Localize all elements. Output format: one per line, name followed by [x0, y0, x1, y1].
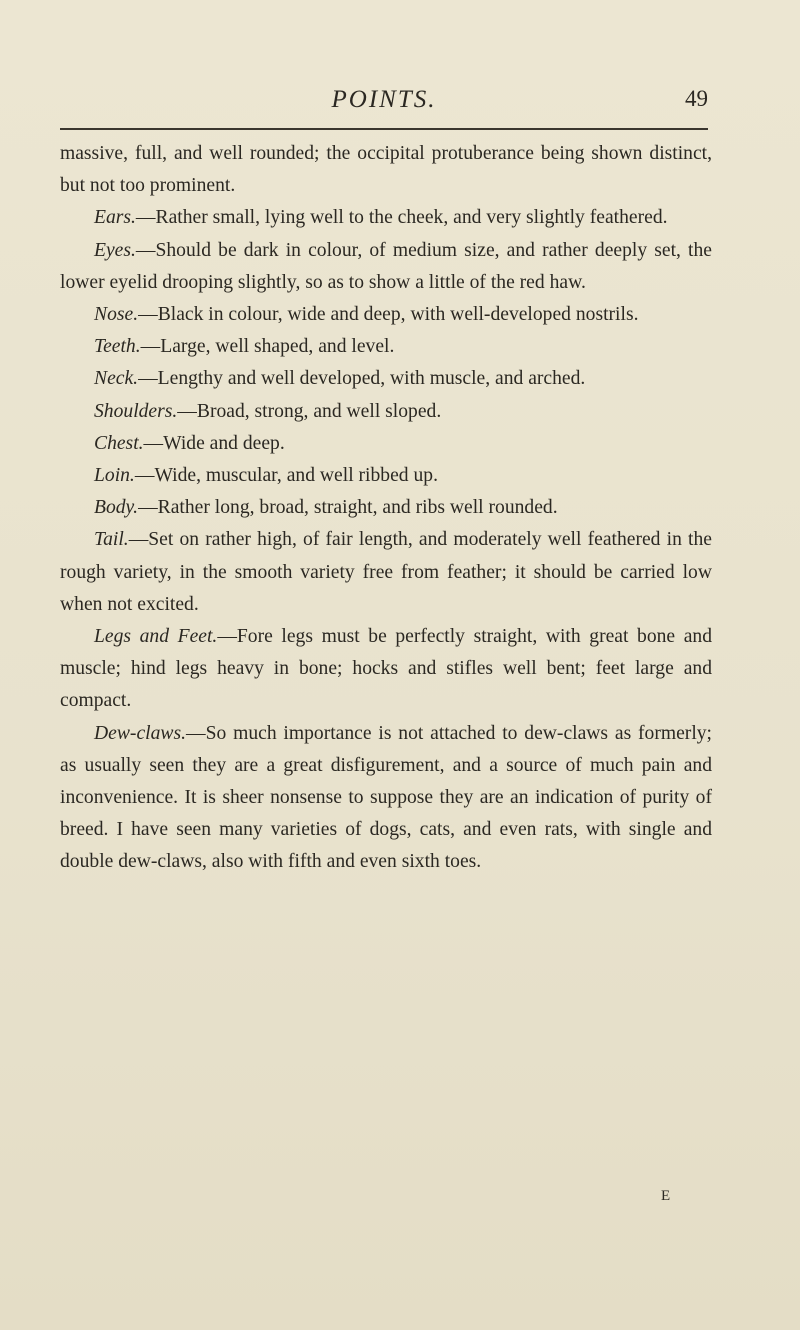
entry-shoulders: [60, 396, 712, 428]
body-text: [60, 138, 712, 879]
entry-text: —Rather long, broad, straight, and ribs well rounded.: [138, 497, 558, 519]
signature-mark: E: [661, 1188, 672, 1204]
entry-ears: [60, 202, 712, 234]
entry-eyes: [60, 235, 712, 299]
opening-paragraph: massive, full, and well rounded; the occipital protuberance being shown distinct, but not too prominent.: [60, 143, 712, 197]
entry-text: —Broad, strong, and well sloped.: [177, 400, 442, 422]
entry-neck: [60, 363, 712, 395]
header-rule: [60, 128, 708, 130]
entry-term: Ears.: [94, 207, 136, 229]
entry-term: Body.: [94, 497, 139, 519]
entry-text: —Set on rather high, of fair length, and moderately well feathered in the rough variety, in the smooth variety free from feather; it should be carried low when not excited.: [60, 529, 712, 615]
entry-term: Loin.: [94, 465, 135, 487]
entry-term: Chest.: [94, 432, 144, 454]
entry-text: —Should be dark in colour, of medium size, and rather deeply set, the lower eyelid drooping slightly, so as to show a little of the red haw.: [60, 239, 712, 293]
entry-nose: [60, 299, 712, 331]
entry-chest: [60, 428, 712, 460]
entry-term: Eyes.: [94, 239, 136, 261]
entry-term: Tail.: [94, 529, 129, 551]
entry-tail: [60, 524, 712, 621]
entry-text: —So much importance is not attached to dew-claws as formerly; as usually seen they are a great disfigurement, and a source of much pain and inconvenience. It is sheer nonsense to suppose they are an indication of purity of breed. I have seen many varieties of dogs, cats, and even rats, with single and double dew-claws, also with fifth and even sixth toes.: [60, 722, 712, 873]
entry-text: —Large, well shaped, and level.: [140, 336, 395, 358]
entry-text: —Wide and deep.: [143, 432, 285, 454]
page-header: [60, 86, 708, 122]
running-head: POINTS.: [331, 86, 437, 113]
entry-term: Teeth.: [94, 336, 141, 358]
entry-text: —Fore legs must be perfectly straight, with great bone and muscle; hind legs heavy in bone; hocks and stifles well bent; feet large and compact.: [60, 626, 712, 712]
entry-text: —Wide, muscular, and well ribbed up.: [134, 465, 438, 487]
entry-loin: [60, 460, 712, 492]
entry-dew-claws: [60, 718, 712, 879]
entry-body: [60, 492, 712, 524]
entry-term: Nose.: [94, 304, 139, 326]
entry-text: —Black in colour, wide and deep, with well-developed nostrils.: [138, 304, 639, 326]
entry-term: Dew-claws.: [94, 722, 186, 744]
entry-teeth: [60, 331, 712, 363]
entry-legs-and-feet: [60, 621, 712, 718]
page-number: 49: [685, 86, 708, 111]
entry-text: —Lengthy and well developed, with muscle, and arched.: [138, 368, 586, 390]
entry-term: Neck.: [94, 368, 139, 390]
entry-term: Legs and Feet.: [94, 626, 218, 648]
entry-text: —Rather small, lying well to the cheek, and very slightly feathered.: [135, 207, 668, 229]
entry-term: Shoulders.: [94, 400, 178, 422]
